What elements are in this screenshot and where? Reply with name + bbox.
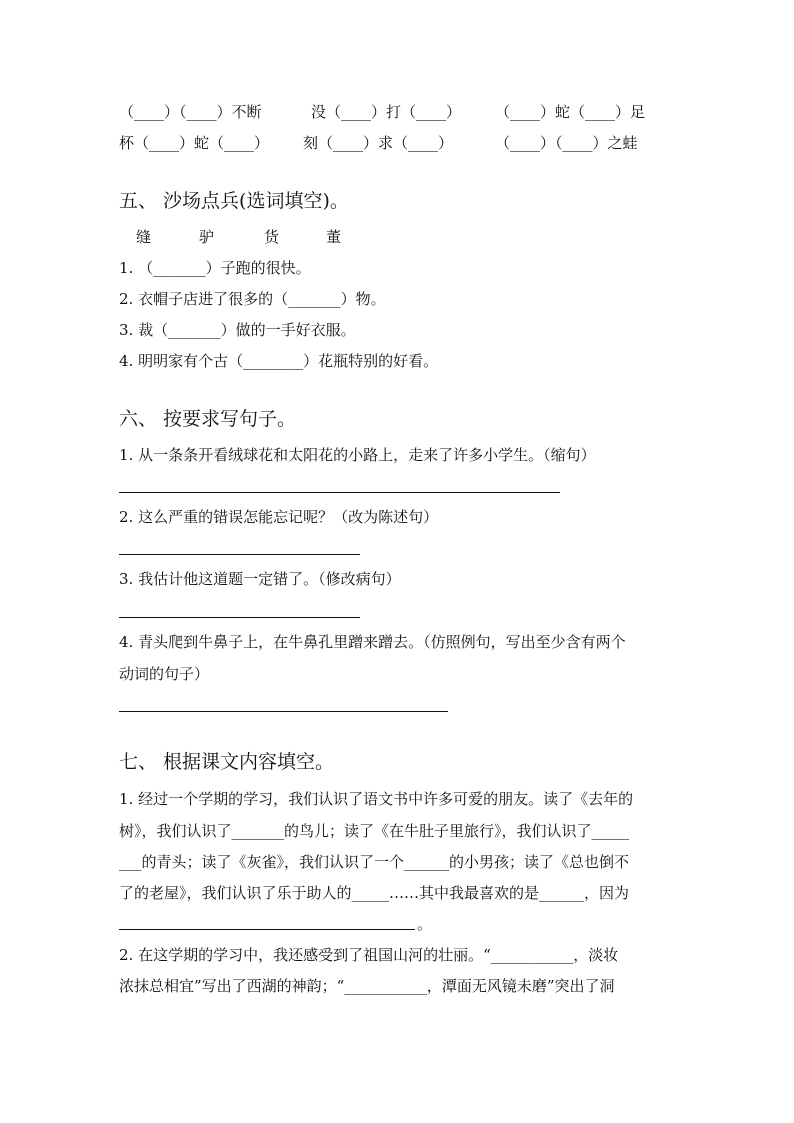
section-7-title: 七、 根据课文内容填空。 (119, 751, 335, 773)
word-option: 董 (326, 228, 342, 246)
fill-item-3: 3. 裁（_______）做的一手好衣服。 (119, 321, 356, 339)
section-6-title: 六、 按要求写句子。 (119, 408, 297, 430)
answer-line (119, 617, 360, 618)
sentence-task-4-cont: 动词的句子） (119, 665, 210, 683)
text-line: 树》，我们认识了_______的鸟儿；读了《在牛肚子里旅行》，我们认识了_____ (119, 822, 630, 840)
idiom-6: （____）（____）之蛙 (495, 134, 638, 152)
text-line: ___的青头；读了《灰雀》，我们认识了一个______的小男孩；读了《总也倒不 (119, 853, 630, 871)
idiom-4: 杯（____）蛇（____） (119, 134, 270, 152)
word-option: 缝 (136, 228, 152, 246)
answer-line (119, 929, 415, 930)
idiom-1: （____）（____）不断 (119, 103, 262, 121)
sentence-task-3: 3. 我估计他这道题一定错了。（修改病句） (119, 570, 401, 588)
text-line: 2. 在这学期的学习中，我还感受到了祖国山河的壮丽。“___________，淡妆 (119, 946, 619, 964)
answer-line (119, 711, 448, 712)
section-5-title: 五、 沙场点兵(选词填空)。 (119, 190, 349, 212)
sentence-task-1: 1. 从一条条开看绒球花和太阳花的小路上，走来了许多小学生。（缩句） (119, 446, 596, 464)
answer-line (119, 492, 560, 493)
text-line: 了的老屋》，我们认识了乐于助人的_____……其中我最喜欢的是______，因为 (119, 884, 630, 902)
fill-item-4: 4. 明明家有个古（________）花瓶特别的好看。 (119, 352, 439, 370)
answer-line (119, 554, 360, 555)
text-line: 浓抹总相宜”写出了西湖的神韵；“___________，潭面无风镜未磨”突出了洞 (119, 977, 615, 995)
sentence-task-4: 4. 青头爬到牛鼻子上，在牛鼻孔里蹭来蹭去。（仿照例句，写出至少含有两个 (119, 633, 626, 651)
sentence-task-2: 2. 这么严重的错误怎能忘记呢？（改为陈述句） (119, 508, 439, 526)
text-line: 1. 经过一个学期的学习，我们认识了语文书中许多可爱的朋友。读了《去年的 (119, 790, 634, 808)
idiom-2: 没（____）打（____） (311, 103, 462, 121)
fill-item-2: 2. 衣帽子店进了很多的（_______）物。 (119, 290, 386, 308)
idiom-5: 刻（____）求（____） (303, 134, 454, 152)
period: 。 (417, 915, 433, 933)
fill-item-1: 1. （_______）子跑的很快。 (119, 259, 311, 277)
word-option: 驴 (199, 228, 215, 246)
word-option: 货 (264, 228, 280, 246)
idiom-3: （____）蛇（____）足 (495, 103, 646, 121)
